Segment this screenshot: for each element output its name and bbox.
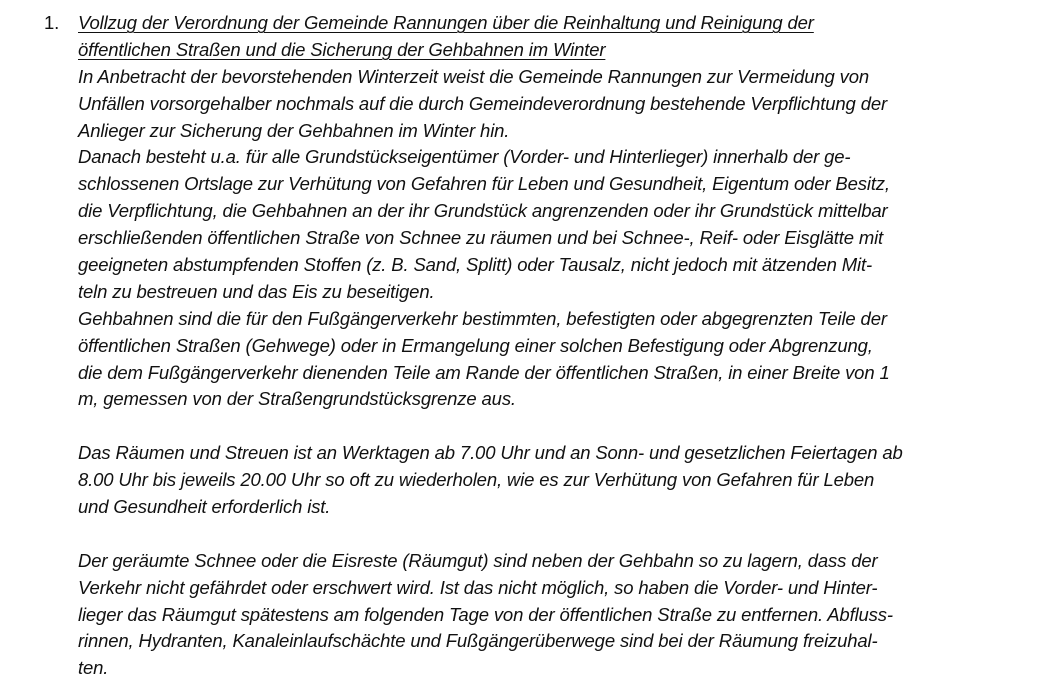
text-line: geeigneten abstumpfenden Stoffen (z. B. Sand, Splitt) oder Tausalz, nicht jedoch mit ätzenden Mit- [78, 254, 872, 276]
text-line: öffentlichen Straßen (Gehwege) oder in Ermangelung einer solchen Befestigung oder Abgrenzung, [78, 334, 873, 356]
text-line: schlossenen Ortslage zur Verhütung von Gefahren für Leben und Gesundheit, Eigentum oder Besitz, [78, 173, 890, 195]
paragraph [78, 440, 1028, 521]
text-line: teln zu bestreuen und das Eis zu beseitigen. [78, 280, 435, 302]
text-line: Danach besteht u.a. für alle Grundstückseigentümer (Vorder- und Hinterlieger) innerhalb der ge- [78, 146, 851, 168]
paragraph-spacer [78, 521, 1028, 548]
text-line: Anlieger zur Sicherung der Gehbahnen im Winter hin. [78, 119, 510, 141]
text-line: und Gesundheit erforderlich ist. [78, 496, 331, 518]
text-line: Der geräumte Schnee oder die Eisreste (Räumgut) sind neben der Gehbahn so zu lagern, dass der [78, 549, 878, 571]
text-line: In Anbetracht der bevorstehenden Winterzeit weist die Gemeinde Rannungen zur Vermeidung von [78, 65, 870, 87]
title-line: Vollzug der Verordnung der Gemeinde Rannungen über die Reinhaltung und Reinigung der [78, 12, 814, 33]
paragraph [78, 144, 1028, 305]
list-item-number: 1. [44, 12, 60, 33]
text-line: 8.00 Uhr bis jeweils 20.00 Uhr so oft zu wiederholen, wie es zur Verhütung von Gefahren für Leben [78, 469, 875, 491]
text-line: lieger das Räumgut spätestens am folgenden Tage von der öffentlichen Straße zu entfernen. Abfluss- [78, 603, 893, 625]
text-line: m, gemessen von der Straßengrundstücksgrenze aus. [78, 388, 516, 410]
text-line: ten. [78, 657, 109, 679]
text-line: Gehbahnen sind die für den Fußgängerverkehr bestimmten, befestigten oder abgegrenzten Teile der [78, 307, 887, 329]
text-line: rinnen, Hydranten, Kanaleinlaufschächte und Fußgängerüberwege sind bei der Räumung freizuhal- [78, 630, 878, 652]
paragraph-spacer [78, 413, 1028, 440]
title-line: öffentlichen Straßen und die Sicherung der Gehbahnen im Winter [78, 38, 606, 60]
text-line: Verkehr nicht gefährdet oder erschwert wird. Ist das nicht möglich, so haben die Vorder- und Hinter- [78, 576, 878, 598]
text-line: erschließenden öffentlichen Straße von Schnee zu räumen und bei Schnee-, Reif- oder Eisglätte mit [78, 227, 884, 249]
paragraph [78, 64, 1028, 145]
paragraph [78, 306, 1028, 414]
section-title [78, 10, 1028, 64]
text-line: Unfällen vorsorgehalber nochmals auf die durch Gemeindeverordnung bestehende Verpflichtung der [78, 92, 887, 114]
text-line: die dem Fußgängerverkehr dienenden Teile am Rande der öffentlichen Straßen, in einer Breite von 1 [78, 361, 890, 383]
text-line: die Verpflichtung, die Gehbahnen an der ihr Grundstück angrenzenden oder ihr Grundstück mittelbar [78, 200, 888, 222]
paragraph [78, 548, 1028, 682]
text-line: Das Räumen und Streuen ist an Werktagen ab 7.00 Uhr und an Sonn- und gesetzlichen Feiertagen ab [78, 442, 903, 464]
document-body [78, 10, 1028, 682]
